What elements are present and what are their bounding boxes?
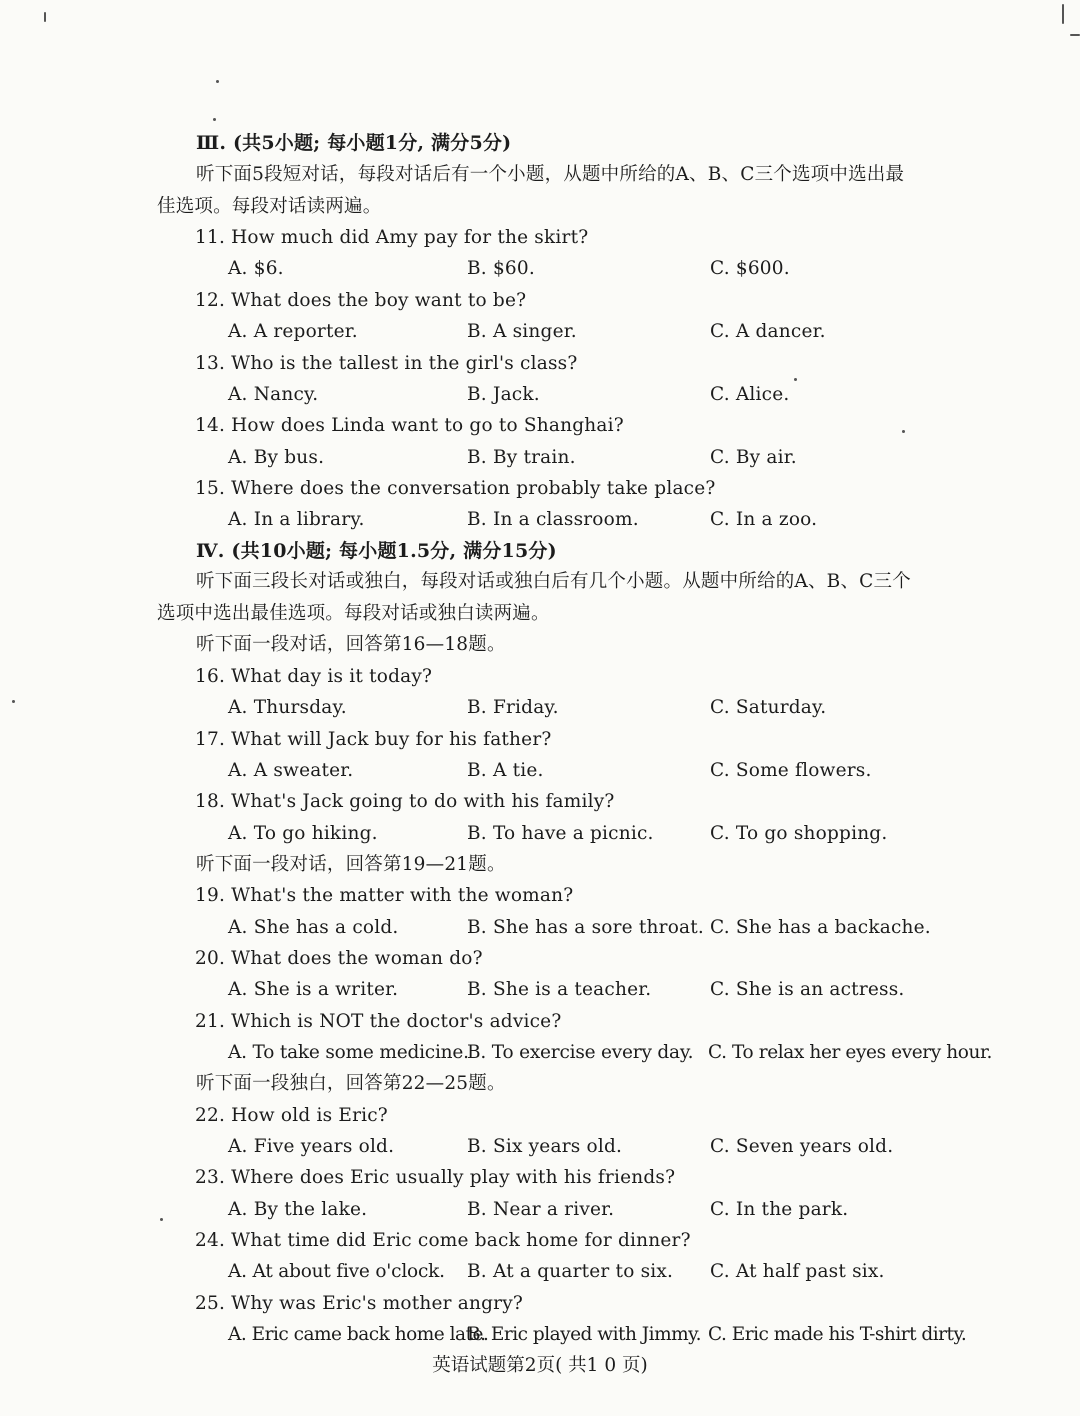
option-24-b: B. At a quarter to six. [467,1261,674,1282]
option-17-c: C. Some flowers. [710,760,872,781]
option-25-c: C. Eric made his T-shirt dirty. [708,1324,967,1345]
option-19-b: B. She has a sore throat. [467,917,704,938]
option-11-c: C. $600. [710,258,790,279]
question-11: 11. How much did Amy pay for the skirt? [195,227,589,248]
option-19-a: A. She has a cold. [228,917,399,938]
option-23-a: A. By the lake. [228,1199,368,1220]
option-12-c: C. A dancer. [710,321,826,342]
option-18-a: A. To go hiking. [228,823,378,844]
option-21-a: A. To take some medicine. [228,1042,469,1063]
question-13: 13. Who is the tallest in the girl's class? [195,353,578,374]
option-18-c: C. To go shopping. [710,823,888,844]
option-12-b: B. A singer. [467,321,577,342]
option-14-c: C. By air. [710,447,797,468]
option-11-a: A. $6. [228,258,284,279]
question-19: 19. What's the matter with the woman? [195,885,574,906]
option-15-b: B. In a classroom. [467,509,639,530]
question-24: 24. What time did Eric come back home for dinner? [195,1230,691,1251]
scan-speck [44,12,46,22]
option-13-a: A. Nancy. [228,384,319,405]
option-16-b: B. Friday. [467,697,559,718]
option-23-b: B. Near a river. [467,1199,615,1220]
question-12: 12. What does the boy want to be? [195,290,527,311]
part-1-intro: 听下面一段对话，回答第16—18题。 [196,634,506,655]
option-22-b: B. Six years old. [467,1136,623,1157]
option-22-c: C. Seven years old. [710,1136,894,1157]
scan-speck [12,700,15,703]
scan-speck [213,118,216,121]
option-13-b: B. Jack. [467,384,540,405]
page-footer: 英语试题第2页( 共1 0 页) [432,1355,648,1376]
section-3-instruction-cont: 佳选项。每段对话读两遍。 [157,196,382,217]
option-14-a: A. By bus. [228,447,325,468]
part-3-intro: 听下面一段独白，回答第22—25题。 [196,1073,506,1094]
question-14: 14. How does Linda want to go to Shanghai? [195,415,624,436]
option-17-b: B. A tie. [467,760,544,781]
scan-speck [1070,34,1080,36]
section-4-heading: Ⅳ. (共10小题; 每小题1.5分, 满分15分) [196,540,557,562]
option-11-b: B. $60. [467,258,535,279]
question-17: 17. What will Jack buy for his father? [195,729,552,750]
section-3-instruction: 听下面5段短对话，每段对话后有一个小题，从题中所给的A、B、C三个选项中选出最 [196,164,905,185]
option-21-c: C. To relax her eyes every hour. [708,1042,992,1063]
option-12-a: A. A reporter. [228,321,358,342]
option-24-c: C. At half past six. [710,1261,885,1282]
question-18: 18. What's Jack going to do with his family? [195,791,615,812]
option-16-a: A. Thursday. [228,697,347,718]
question-25: 25. Why was Eric's mother angry? [195,1293,523,1314]
option-25-a: A. Eric came back home late. [228,1324,489,1345]
question-22: 22. How old is Eric? [195,1105,388,1126]
scan-speck [794,378,797,381]
option-18-b: B. To have a picnic. [467,823,654,844]
question-15: 15. Where does the conversation probably take place? [195,478,716,499]
option-13-c: C. Alice. [710,384,790,405]
option-15-a: A. In a library. [228,509,365,530]
section-4-instruction: 听下面三段长对话或独白，每段对话或独白后有几个小题。从题中所给的A、B、C三个 [196,571,911,592]
option-14-b: B. By train. [467,447,576,468]
option-20-b: B. She is a teacher. [467,979,652,1000]
option-17-a: A. A sweater. [228,760,354,781]
scan-speck [1062,4,1064,24]
option-23-c: C. In the park. [710,1199,849,1220]
option-20-c: C. She is an actress. [710,979,905,1000]
question-20: 20. What does the woman do? [195,948,483,969]
scan-speck [216,80,219,83]
option-22-a: A. Five years old. [228,1136,395,1157]
option-25-b: B. Eric played with Jimmy. [467,1324,702,1345]
option-21-b: B. To exercise every day. [467,1042,694,1063]
question-21: 21. Which is NOT the doctor's advice? [195,1011,562,1032]
part-2-intro: 听下面一段对话，回答第19—21题。 [196,854,506,875]
question-23: 23. Where does Eric usually play with his friends? [195,1167,676,1188]
option-15-c: C. In a zoo. [710,509,818,530]
option-16-c: C. Saturday. [710,697,827,718]
option-24-a: A. At about five o'clock. [228,1261,445,1282]
question-16: 16. What day is it today? [195,666,433,687]
scan-speck [160,1218,163,1221]
option-20-a: A. She is a writer. [228,979,399,1000]
option-19-c: C. She has a backache. [710,917,931,938]
scan-speck [902,430,905,433]
section-4-instruction-cont: 选项中选出最佳选项。每段对话或独白读两遍。 [157,603,550,624]
section-3-heading: Ⅲ. (共5小题; 每小题1分, 满分5分) [196,132,512,154]
